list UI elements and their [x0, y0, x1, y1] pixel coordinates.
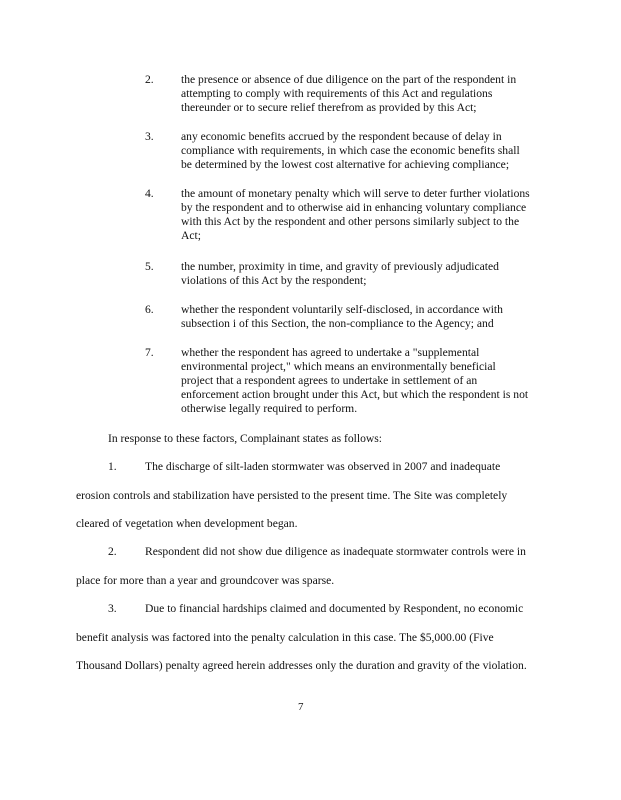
response-line: The discharge of silt-laden stormwater was observed in 2007 and inadequate — [145, 460, 501, 473]
response-number: 1. — [108, 460, 117, 473]
factor-line: enforcement action brought under this Act, but which the respondent is not — [181, 388, 529, 401]
factor-line: any economic benefits accrued by the respondent because of delay in — [181, 130, 502, 143]
response-line: Due to financial hardships claimed and documented by Respondent, no economic — [145, 602, 524, 615]
factor-line: the presence or absence of due diligence on the part of the respondent in — [181, 73, 517, 86]
factor-number: 4. — [145, 187, 154, 200]
response-line: Thousand Dollars) penalty agreed herein addresses only the duration and gravity of the violation. — [76, 659, 527, 672]
response-line: erosion controls and stabilization have persisted to the present time. The Site was completely — [76, 489, 508, 502]
factor-line: with this Act by the respondent and other persons similarly subject to the — [181, 215, 520, 228]
factor-line: Act; — [181, 229, 201, 242]
response-number: 3. — [108, 602, 117, 615]
factor-line: compliance with requirements, in which case the economic benefits shall — [181, 144, 520, 157]
factor-line: environmental project," which means an environmentally beneficial — [181, 360, 496, 373]
response-line: place for more than a year and groundcover was sparse. — [76, 574, 335, 587]
factor-number: 7. — [145, 346, 154, 359]
response-line: Respondent did not show due diligence as inadequate stormwater controls were in — [145, 545, 526, 558]
factor-line: the number, proximity in time, and gravity of previously adjudicated — [181, 260, 499, 273]
factor-line: the amount of monetary penalty which will serve to deter further violations — [181, 187, 530, 200]
page-number: 7 — [298, 701, 304, 713]
factor-line: subsection i of this Section, the non-compliance to the Agency; and — [181, 317, 494, 330]
factor-line: thereunder or to secure relief therefrom as provided by this Act; — [181, 101, 477, 114]
factor-line: be determined by the lowest cost alternative for achieving compliance; — [181, 158, 510, 171]
response-number: 2. — [108, 545, 117, 558]
factor-line: attempting to comply with requirements of this Act and regulations — [181, 87, 493, 100]
intro-text: In response to these factors, Complainant states as follows: — [108, 432, 383, 445]
factor-line: violations of this Act by the respondent; — [181, 274, 367, 287]
factor-line: otherwise legally required to perform. — [181, 402, 358, 415]
factor-number: 5. — [145, 260, 154, 273]
factor-number: 2. — [145, 73, 154, 86]
factor-number: 3. — [145, 130, 154, 143]
response-line: cleared of vegetation when development began. — [76, 517, 298, 530]
factor-line: by the respondent and to otherwise aid in enhancing voluntary compliance — [181, 201, 527, 214]
factor-number: 6. — [145, 303, 154, 316]
factor-line: whether the respondent voluntarily self-disclosed, in accordance with — [181, 303, 503, 316]
factor-line: project that a respondent agrees to undertake in settlement of an — [181, 374, 478, 387]
response-line: benefit analysis was factored into the penalty calculation in this case. The $5,000.00 (Five — [76, 631, 494, 644]
factor-line: whether the respondent has agreed to undertake a "supplemental — [181, 346, 480, 359]
